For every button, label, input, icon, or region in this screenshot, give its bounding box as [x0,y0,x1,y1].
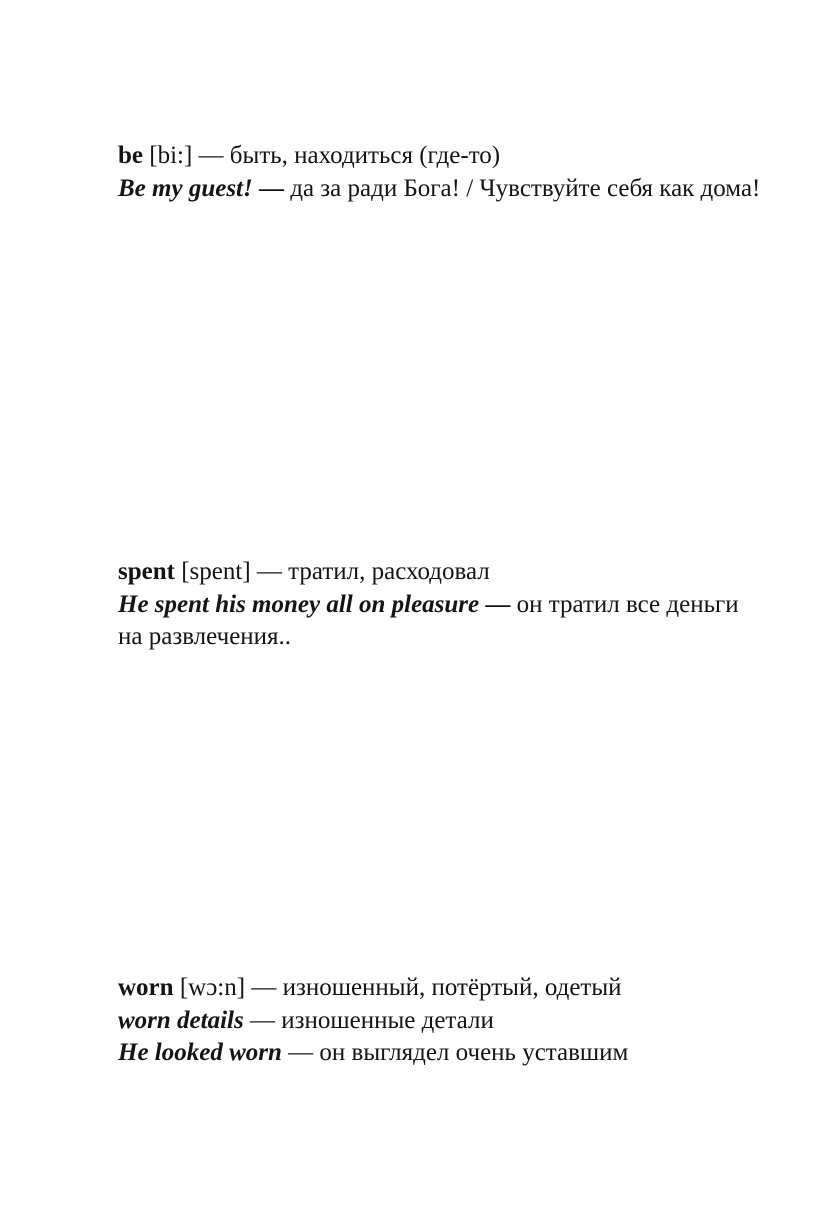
entry-definition-line [118,140,768,173]
translation: изношенный, потёртый, одетый [282,974,622,1001]
example-phrase: Be my guest! [118,174,253,202]
example-line [118,1005,768,1038]
transcription: [bi:] [149,142,193,169]
dictionary-entry-worn [118,972,768,1070]
translation: тратил, расходовал [288,558,490,585]
headword: spent [118,558,175,585]
example-translation: он выглядел очень уставшим [319,1039,629,1066]
transcription: [spent] [181,558,251,585]
example-translation: да за ради Бога! / Чувствуйте себя как дома! [290,174,761,202]
entry-definition-line [118,556,768,589]
example-phrase: He spent his money all on pleasure [118,590,480,618]
example-line [118,173,768,206]
example-line [118,589,768,654]
dictionary-entry-be [118,140,768,205]
dictionary-entry-spent [118,556,768,654]
headword: worn [118,974,174,1001]
example-translation: изношенные детали [281,1006,494,1034]
em-dash: — [249,1006,275,1034]
translation: быть, находиться (где-то) [229,142,501,169]
example-line [118,1037,768,1070]
transcription: [wɔ:n] [179,974,246,1001]
example-phrase: He looked worn [118,1039,282,1066]
headword: be [118,142,143,169]
em-dash: — [198,142,224,169]
em-dash: — [485,590,511,618]
em-dash: — [251,974,277,1001]
em-dash: — [288,1039,314,1066]
example-phrase: worn details [118,1006,244,1034]
entry-definition-line [118,972,768,1005]
em-dash: — [258,174,284,202]
example-translation: он тратил все деньги на развлечения.. [118,590,739,650]
em-dash: — [256,558,282,585]
